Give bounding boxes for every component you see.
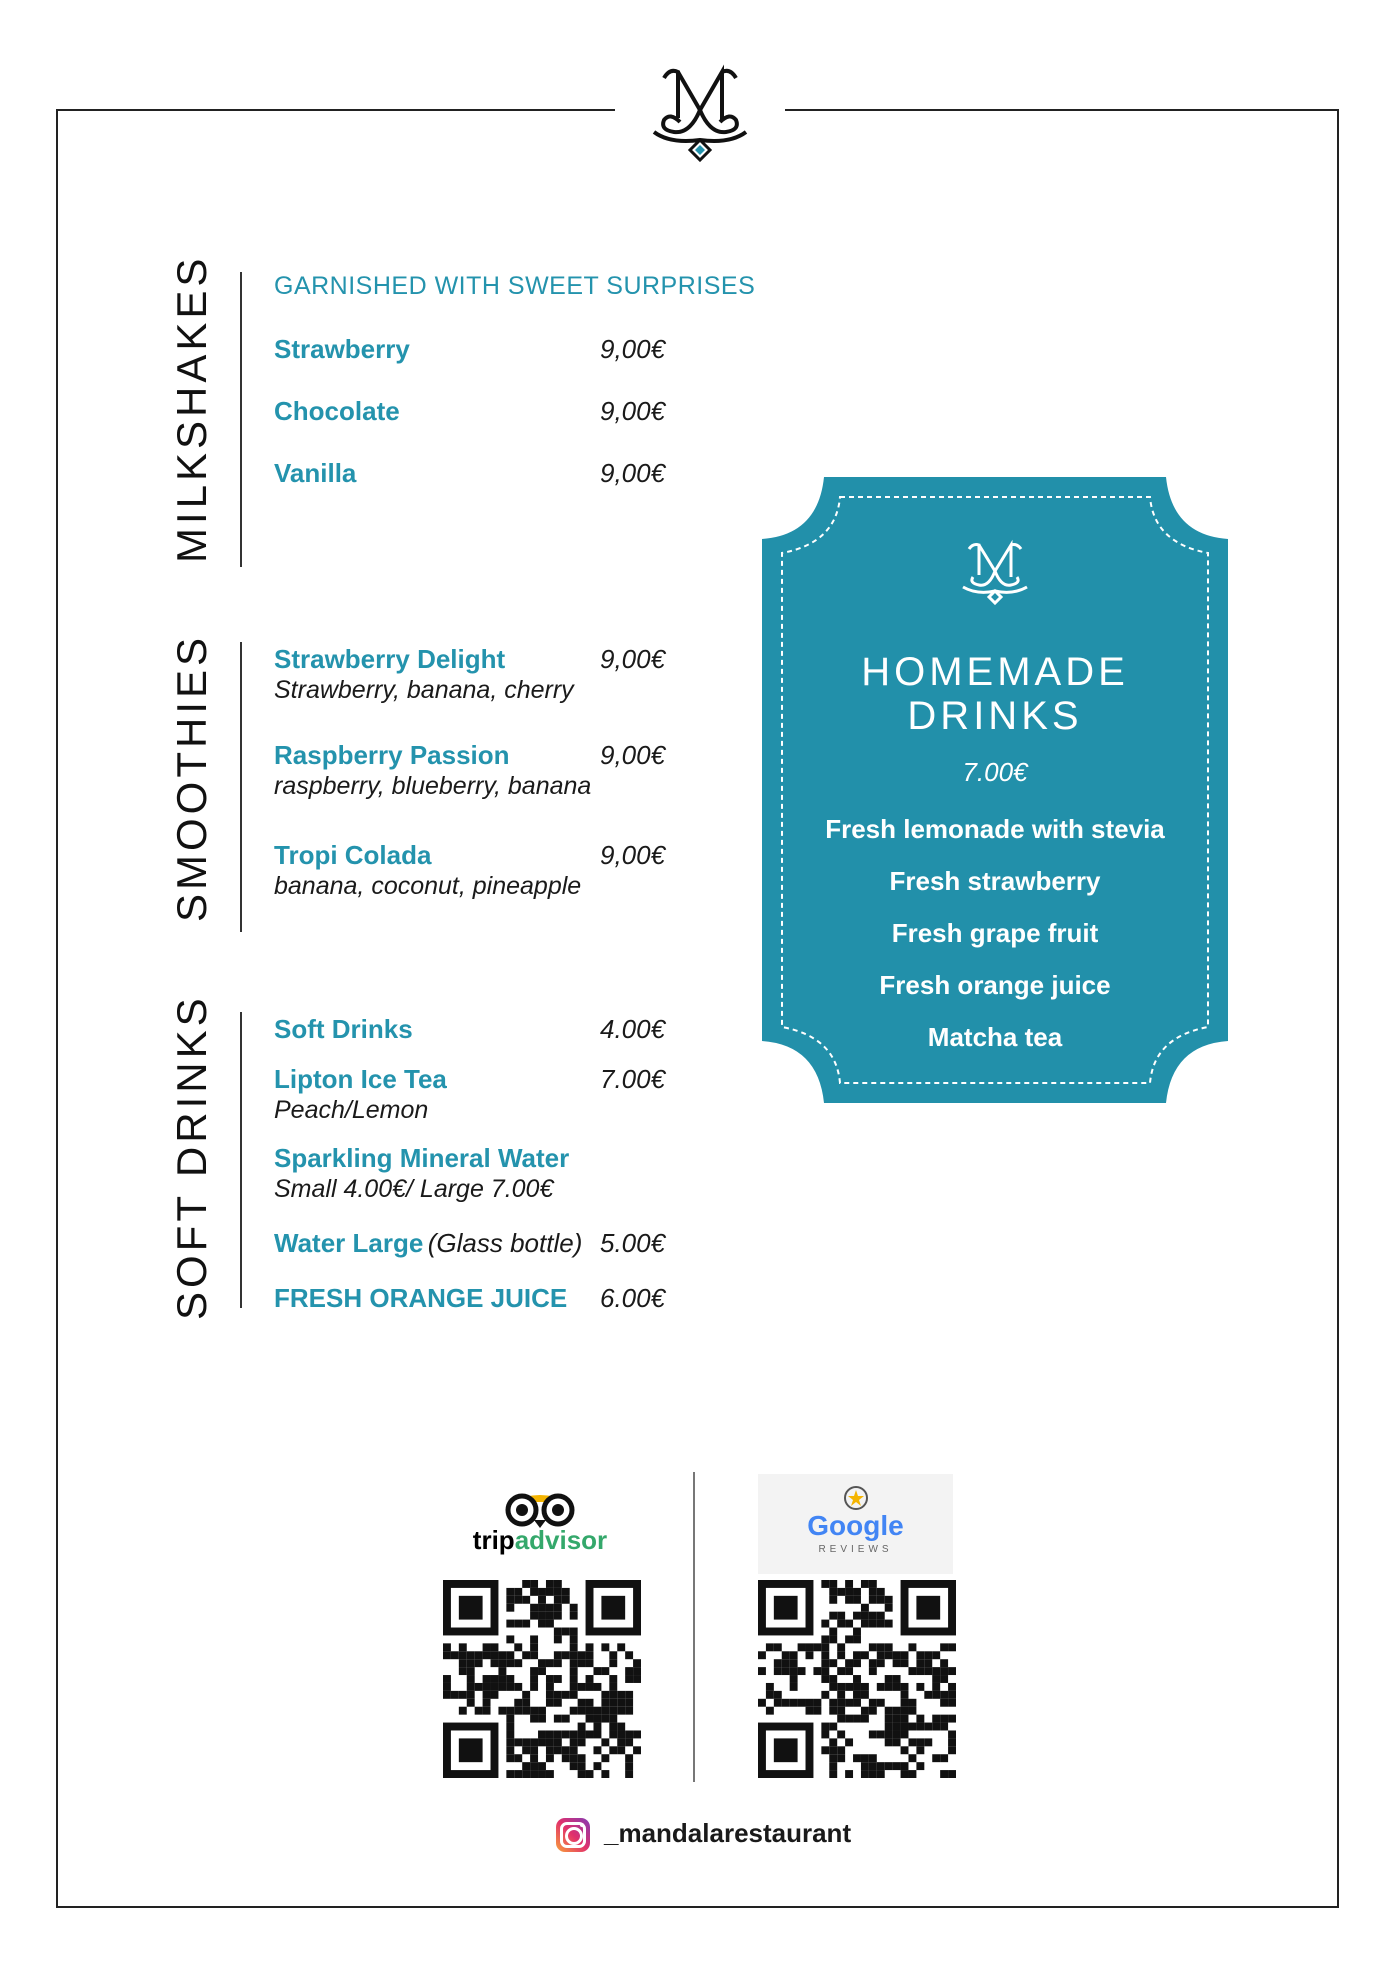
homemade-drinks-card bbox=[762, 477, 1228, 1103]
item-name: Chocolate bbox=[274, 396, 400, 426]
milkshakes-tagline: GARNISHED WITH SWEET SURPRISES bbox=[274, 272, 756, 300]
item-price: 7.00€ bbox=[600, 1064, 666, 1094]
menu-item bbox=[274, 1228, 582, 1259]
item-name: Raspberry Passion bbox=[274, 740, 510, 770]
item-description: banana, coconut, pineapple bbox=[274, 872, 582, 900]
item-name: Strawberry Delight bbox=[274, 644, 506, 674]
item-price: 9,00€ bbox=[600, 396, 666, 426]
menu-item bbox=[274, 396, 400, 427]
homemade-title-line1: HOMEMADE bbox=[861, 650, 1129, 694]
section-divider-smoothies bbox=[240, 642, 242, 932]
homemade-item: Fresh grape fruit bbox=[891, 918, 1099, 948]
menu-item bbox=[274, 1283, 567, 1314]
item-name: Tropi Colada bbox=[274, 840, 432, 870]
footer-divider bbox=[693, 1472, 695, 1782]
item-price: 9,00€ bbox=[600, 840, 666, 870]
menu-item bbox=[274, 1143, 569, 1204]
mandala-logo-icon bbox=[630, 48, 770, 168]
tripadvisor-trip: trip bbox=[472, 1525, 515, 1555]
menu-item bbox=[274, 840, 581, 901]
item-description: raspberry, blueberry, banana bbox=[274, 772, 592, 800]
item-price: 4.00€ bbox=[600, 1014, 666, 1044]
item-name: FRESH ORANGE JUICE bbox=[274, 1283, 568, 1313]
item-price: 6.00€ bbox=[600, 1283, 666, 1313]
item-price: 9,00€ bbox=[600, 458, 666, 488]
section-divider-soft-drinks bbox=[240, 1012, 242, 1308]
menu-item bbox=[274, 1014, 413, 1045]
homemade-price: 7.00€ bbox=[962, 757, 1028, 787]
item-name: Water Large bbox=[274, 1228, 424, 1258]
qr-code-icon bbox=[758, 1580, 956, 1778]
tripadvisor-advisor: advisor bbox=[514, 1525, 608, 1555]
item-price: 9,00€ bbox=[600, 334, 666, 364]
menu-item bbox=[274, 458, 356, 489]
section-title-smoothies: SMOOTHIES bbox=[168, 633, 215, 922]
item-name: Sparkling Mineral Water bbox=[274, 1143, 570, 1173]
menu-item bbox=[274, 740, 591, 801]
homemade-item: Fresh orange juice bbox=[879, 970, 1111, 1000]
homemade-item: Matcha tea bbox=[927, 1022, 1063, 1052]
item-price: 9,00€ bbox=[600, 644, 666, 674]
instagram-icon bbox=[556, 1818, 590, 1852]
menu-item bbox=[274, 334, 410, 365]
homemade-title-line2: DRINKS bbox=[907, 694, 1083, 738]
menu-item bbox=[274, 1064, 447, 1125]
menu-item bbox=[274, 644, 574, 705]
tripadvisor-wordmark bbox=[445, 1525, 635, 1556]
item-name: Soft Drinks bbox=[274, 1014, 413, 1044]
qr-code-icon bbox=[443, 1580, 641, 1778]
google-wordmark: Google bbox=[807, 1510, 904, 1541]
homemade-title bbox=[762, 650, 1228, 738]
section-title-milkshakes: MILKSHAKES bbox=[168, 254, 215, 563]
item-description: Small 4.00€/ Large 7.00€ bbox=[274, 1175, 554, 1203]
homemade-item: Fresh lemonade with stevia bbox=[825, 814, 1165, 844]
section-title-soft-drinks: SOFT DRINKS bbox=[168, 994, 215, 1320]
homemade-item: Fresh strawberry bbox=[889, 866, 1101, 896]
item-price: 5.00€ bbox=[600, 1228, 666, 1258]
item-name: Vanilla bbox=[274, 458, 357, 488]
instagram-handle[interactable]: _mandalarestaurant bbox=[604, 1818, 852, 1848]
item-name: Lipton Ice Tea bbox=[274, 1064, 447, 1094]
section-divider-milkshakes bbox=[240, 272, 242, 567]
item-description: Peach/Lemon bbox=[274, 1096, 429, 1124]
item-price: 9,00€ bbox=[600, 740, 666, 770]
google-reviews-label: REVIEWS bbox=[818, 1544, 893, 1555]
google-star-icon bbox=[843, 1485, 869, 1511]
item-note: (Glass bottle) bbox=[427, 1228, 583, 1258]
item-description: Strawberry, banana, cherry bbox=[274, 676, 574, 704]
item-name: Strawberry bbox=[274, 334, 410, 364]
